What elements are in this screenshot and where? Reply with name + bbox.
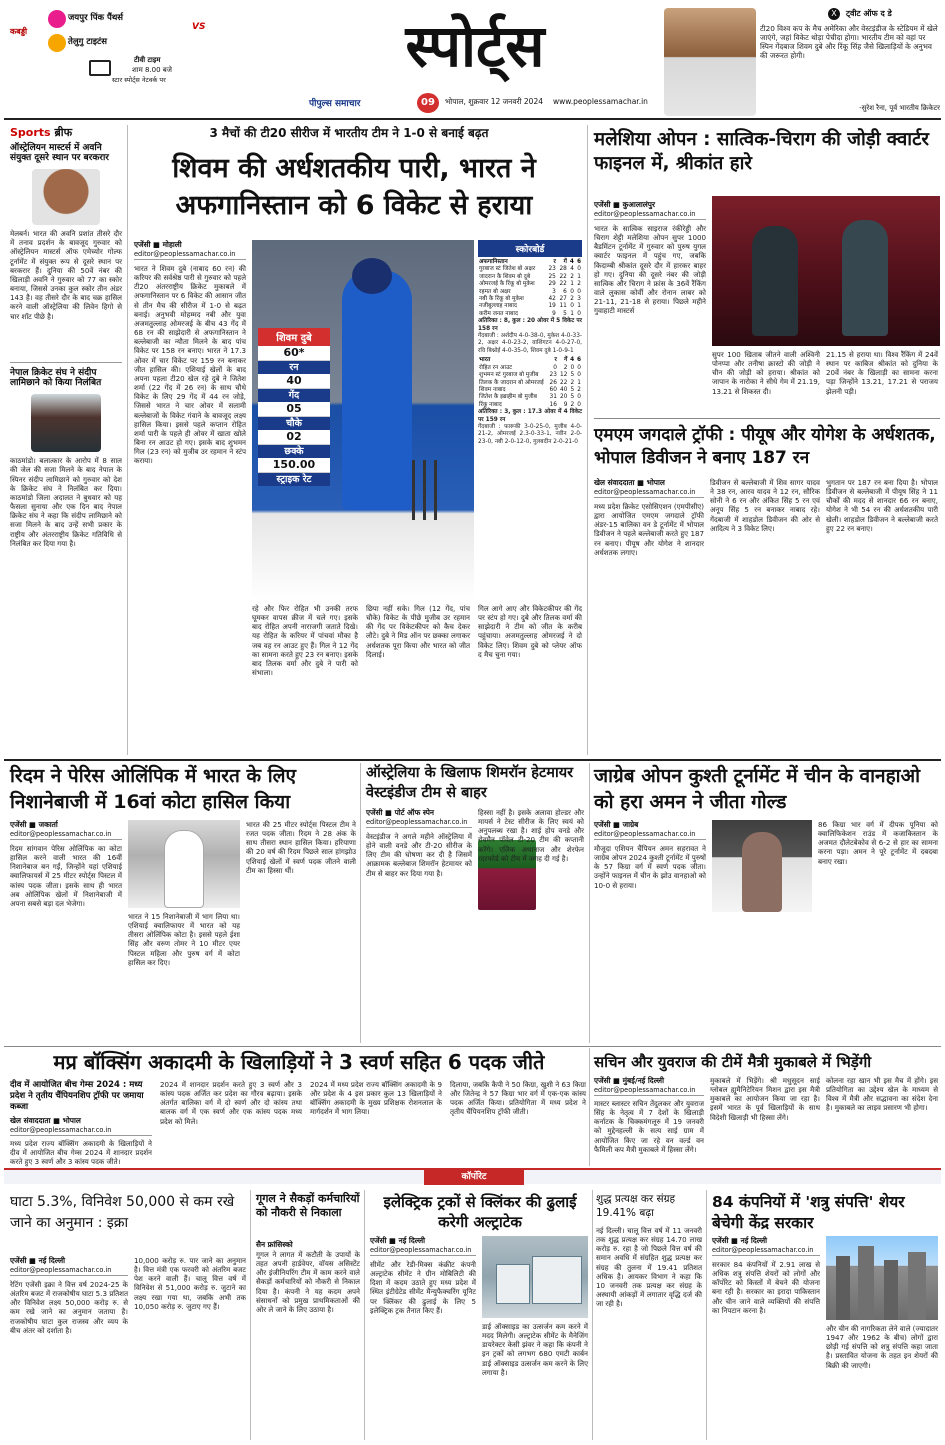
trucks-headline: इलेक्ट्रिक ट्रकों से क्लिंकर की ढुलाई करेगी अल्ट्राटेक (383, 1193, 577, 1231)
scoreboard-batter: शिवम नाबाद (479, 386, 506, 393)
lead-body2: रहे और फिर रोहित भी उनकी तरफ घूमकर वापस क्रीज में चले गए। इसके बाद रोहित अपनी नाराजगी जताते दिखे। यह रोहित के करियर में पांचवां मौका है जब वह रन आउट हुए हैं। गिल ने 12 गेंद का सामना करते हुए 23 रन बनाए। इसके बाद तिलक वर्मा और दुबे ने पारी को संभाला। (252, 604, 358, 678)
google-body1: गूगल ने लागत में कटौती के उपायों के तहत अपनी हार्डवेयर, वॉयस असिस्टेंट और इंजीनियरिंग टीम में काम करने वाले सैकड़ों कर्मचारियों को नौकरी से निकाल दिया है। कंपनी ने यह कदम अपने संसाधनों को प्रमुख प्राथमिकताओं की ओर ले जाने के लिए उठाया है। (256, 1250, 360, 1314)
aman-body1: मौजूदा एशियन चैंपियन अमन सहरावत ने जाग्रेब ओपन 2024 कुश्ती टूर्नामेंट में पुरुषों के 57 किग्रा वर्ग में स्वर्ण पदक जीता। उन्होंने फाइनल में चीन के झोउ वानहाओ को 10-0 से हराया। (594, 844, 706, 890)
ridham-col3 (246, 820, 356, 1042)
aman-col1 (594, 820, 706, 1044)
wrestler-figure (742, 832, 782, 912)
scoreboard-figure: 5 (563, 310, 567, 317)
enemy-col1 (712, 1236, 820, 1440)
kabaddi-box (4, 4, 224, 86)
scoreboard-figure: 2 (570, 273, 574, 280)
enemy-headline: 84 कंपनियों में 'शत्रु संपत्ति' शेयर बेचेगी केंद्र सरकार (712, 1193, 905, 1232)
enemy-body2: और चीन की नागरिकता लेने वाले (ज्यादातर 1947 और 1962 के बीच) लोगों द्वारा छोड़ी गई संपत्ति को शत्रु संपत्ति कहा जाता है। प्रस्तावित योजना के तहत इन शेयरों की बिक्री की जाएगी। (826, 1324, 938, 1370)
malaysia-col3 (826, 350, 938, 412)
enemy-col2 (826, 1324, 938, 1440)
scoreboard-figure: 2 (563, 364, 568, 371)
scoreboard-row (478, 281, 582, 288)
sachin-body3: कोलना रहा खान भी इस मैच में होंगे। इस प्रतियोगिता का उद्देश्य खेल के माध्यम से विश्व में मैत्री और सद्भावना का संदेश देना है। मुकाबले का लाइव प्रसारण भी होगा। (826, 1076, 938, 1113)
icra-col1 (10, 1256, 128, 1440)
tax-headline: शुद्ध प्रत्यक्ष कर संग्रह 19.41% बढ़ा (596, 1193, 676, 1219)
scoreboard-row (478, 365, 582, 372)
scoreboard-figure: 5 (570, 372, 575, 379)
scoreboard-batter: रोहित रन आउट (479, 364, 513, 371)
scoreboard-figure: 1 (577, 303, 581, 310)
tweet-text: टी20 विश्व कप के मैच अमेरिका और वेस्टइंडीज के स्टेडियम में खेले जाएंगे, जहां विकेट थोड़ा पेचीदा होगा। भारतीय टीम को वहां पर स्पिन गेंदबाज शिवम दुबे और रिंकू सिंह जैसे खिलाड़ियों के अनुभव की जरूरत होगी। (760, 24, 938, 60)
scoreboard-batter: जितेश कै इब्राहीम बो मुजीब (479, 394, 537, 401)
boxing-body2: 2024 में शानदार प्रदर्शन करते हुए 3 स्वर्ण और 3 कांस्य पदक अर्जित कर प्रदेश का गौरव बढ़ाया। इसके अंतर्गत बालिका वर्ग में दो स्वर्ण और दो कांस्य तथा बालक वर्ग में एक स्वर्ण और एक कांस्य पदक मध्य प्रदेश को मिले। (160, 1080, 302, 1126)
brief-item2-body: काठमांडो। बलात्कार के आरोप में 8 साल की जेल की सजा मिलने के बाद नेपाल के स्पिनर संदीप लामिछाने को गुरुवार को देश के क्रिकेट संघ ने निलंबित कर दिया। काठमांडो जिला अदालत ने बुधवार को यह फैसला सुनाया और एक दिन बाद नेपाल क्रिकेट संघ ने कहा कि संदीप लामिछाने को सजा मिलने के बाद उन्हें सभी प्रकार के राष्ट्रीय और अंतरराष्ट्रीय क्रिकेट गतिविधि से निलंबित कर दिया गया है। (10, 456, 122, 548)
tweet-author: -सुरेश रैना, पूर्व भारतीय क्रिकेटर (859, 104, 940, 112)
building-3 (884, 1260, 898, 1320)
brief-title-text: ब्रीफ (54, 126, 73, 139)
scoreboard-figure: 4 (570, 266, 574, 273)
scoreboard-figure: 0 (570, 288, 574, 295)
scoreboard-extras2: अतिरिक्त : 3, कुल : 17.3 ओवर में 4 विकेट पर 159 रन (478, 409, 582, 423)
enemy-email: editor@peoplessamachar.co.in (712, 1246, 820, 1256)
tweet-label: ट्वीट ऑफ द डे (846, 9, 892, 18)
scoreboard-header: गें (563, 259, 567, 265)
jagdale-body3: भुगतान पर 187 रन बना दिया है। भोपाल डिवीजन से बल्लेबाजी में पीयूष सिंह ने 11 चौकों की मदद से शानदार 66 रन बनाए, योगेश ने भी 54 रन की अर्धशतकीय पारी खेली। शाहडोल डिवीजन ने बल्लेबाजी करते हुए 22 रन बनाए। (826, 478, 938, 533)
hetmyer-email: editor@peoplessamachar.co.in (366, 818, 472, 828)
jagdale-email: editor@peoplessamachar.co.in (594, 488, 704, 498)
masthead-divider (4, 118, 941, 120)
lead-headline: शिवम की अर्धशतकीय पारी, भारत ने अफगानिस्तान को 6 विकेट से हराया (172, 153, 536, 221)
newspaper-name: पीपुल्स समाचार (309, 99, 361, 109)
scoreboard (478, 240, 582, 605)
player-stat-card (258, 328, 330, 486)
ridham-email: editor@peoplessamachar.co.in (10, 830, 122, 840)
boxing-email: editor@peoplessamachar.co.in (10, 1126, 152, 1136)
icra-byline: एजेंसी ■ नई दिल्ली (10, 1256, 66, 1265)
scoreboard-header: 4 (570, 357, 575, 364)
brief-item1-body: मेलबर्न। भारत की अवनि प्रशांत तीसरे दौर में तनाव प्रदर्शन के बावजूद गुरुवार को ऑस्ट्रेलियन मास्टर्स ऑफ एमेच्योर गोल्फ टूर्नामेंट में संयुक्त रूप से दूसरे स्थान पर बरकरार हैं। दुनिया की 50वें नंबर की खिलाड़ी अवनि ने गुरुवार को 77 का स्कोर बनाया, जिससे उनका कुल स्कोर तीन अंडर 143 है। वह तीसरे दौर के बाद चक्र हासिल करने वाली ऑस्ट्रेलिया की लिवेन हिगो से चार शॉट पीछे है। (10, 229, 122, 321)
boxing-col2 (160, 1080, 302, 1162)
batter-figure (342, 270, 412, 510)
hetmyer-body1: वेस्टइंडीज ने अगले महीने ऑस्ट्रेलिया में होने वाली वनडे और टी-20 सीरीज के लिए टीम की घोषणा कर दी है जिसमें आक्रामक बल्लेबाज शिमरॉन हेटमायर को टीम से बाहर कर दिया गया है। (366, 832, 472, 878)
scoreboard-figure: 1 (570, 281, 574, 288)
building-2 (858, 1246, 874, 1320)
scoreboard-batter: तिलक कै जादरान बो ओमरजई (479, 379, 544, 386)
col-divider-9 (706, 1190, 707, 1440)
scoreboard-figure: 22 (560, 379, 568, 386)
player-stat-name: शिवम दुबे (258, 328, 330, 346)
jagdale-headline: एमएम जगदाले ट्रॉफी : पीयूष और योगेश के अर्धशतक, भोपाल डिवीजन ने बनाए 187 रन (594, 425, 936, 468)
scoreboard-figure: 1 (570, 310, 574, 317)
scoreboard-extras1: अतिरिक्त : 8, कुल : 20 ओवर में 5 विकेट पर 158 रन (478, 318, 582, 332)
boxing-body4: दिलाया, जबकि कैपी ने 50 किग्रा, खुशी ने 63 किग्रा और जितेन्द्र ने 57 किग्रा भार वर्ग में एक-एक कांस्य पदक अर्जित किया। प्रतियोगिता में मध्य प्रदेश ने तृतीय चैंपियनशिप ट्रॉफी जीती। (450, 1080, 586, 1117)
scoreboard-row (478, 402, 582, 409)
scoreboard-row (478, 372, 582, 379)
sachin-col3 (826, 1076, 938, 1164)
sachin-body2: मुकाबले में भिड़ेंगे। श्री मधुसूदन साई ग्लोबल ह्यूमैनिटेरियन मिशन द्वारा इस मैत्री मुकाबले का आयोजन किया जा रहा है। इसमें भारत के पूर्व खिलाड़ियों के साथ विदेशी खिलाड़ी भी हिस्सा लेंगे। (710, 1076, 820, 1122)
aman-col2 (818, 820, 938, 1044)
lead-body1: भारत ने शिवम दुबे (नाबाद 60 रन) की करियर की सर्वश्रेष्ठ पारी से गुरुवार को पहले टी20 अंतरराष्ट्रीय क्रिकेट मुकाबले में अफगानिस्तान पर 6 विकेट की आसान जीत से तीन मैच की सीरीज में 1-0 से बढ़त बनाई। अनुभवी मोहम्मद नबी और युवा अजमतुल्लाह ओमरजई के बीच 43 गेंद में 68 रन की साझेदारी से अफगानिस्तान ने बल्लेबाजी का न्यौता मिलने के बाद पांच विकेट पर 158 रन बनाए। भारत ने 17.3 ओवर में चार विकेट पर 159 रन बनाकर जीत हासिल की। एशियाई खेलों के बाद अपना पहला टी20 खेल रहे दुबे ने जितेश शर्मा (22 गेंद में 26 रन) के साथ चौथे विकेट के लिए 29 गेंद में 44 रन जोड़े, जिससे भारत ने चार ओवर में सलामी बल्लेबाजों के विकेट गंवाने के बावजूद लक्ष्य हासिल किया। इससे पहले कप्तान रोहित शर्मा पारी के पहले ही ओवर में खाता खोले बिना रन आउट हो गए। इसके बाद शुभमन गिल (23 रन) को मुजीब उर रहमान ने स्टंप कराया। (134, 264, 246, 466)
scoreboard-title: स्कोरबोर्ड (478, 240, 582, 257)
stumps-icon (412, 460, 440, 520)
scoreboard-header: र (553, 259, 556, 265)
player-stat-value: 150.00 (258, 458, 330, 473)
ridham-byline: एजेंसी ■ जकार्ता (10, 820, 58, 829)
building-4 (908, 1252, 926, 1320)
boxing-col1 (10, 1080, 152, 1167)
col-divider-3 (360, 763, 361, 1043)
lead-body3: छिपा नहीं सके। गिल (12 गेंद, पांच चौके) विकेट के पीछे मुजीब उर रहमान की गेंद पर विकेटकीपर को कैच देकर लौटे। दुबे ने मिड ऑन पर छक्का लगाकर अर्धशतक पूरा किया और भारत को जीत दिलाई। (366, 604, 470, 659)
scoreboard-figure: 12 (560, 372, 568, 379)
malaysia-byline: एजेंसी ■ कुआलालंपुर (594, 200, 655, 209)
scoreboard-batter: नजीबुल्लाह नाबाद (479, 303, 517, 310)
website: www.peoplessamachar.in (553, 97, 648, 106)
player-stat-value: 60* (258, 346, 330, 361)
jagdale-col1 (594, 478, 704, 756)
scoreboard-figure: 0 (577, 310, 581, 317)
scoreboard-figure: 2 (577, 386, 581, 393)
brief-item2-title: नेपाल क्रिकेट संघ ने संदीप लामिछाने को किया निलंबित (10, 368, 102, 389)
scoreboard-figure: 25 (548, 273, 556, 280)
ridham-col1 (10, 820, 122, 1045)
trucks-byline: एजेंसी ■ नई दिल्ली (370, 1236, 426, 1245)
scoreboard-figure: 22 (559, 281, 567, 288)
player-a (752, 226, 798, 336)
section-divider-2 (4, 1046, 941, 1047)
sachin-col1 (594, 1076, 704, 1164)
team2-name: तेलुगु टाइटंस (68, 37, 108, 47)
corporate-label: कॉर्पोरेट (424, 1169, 524, 1185)
scoreboard-header: 6 (576, 357, 581, 364)
scoreboard-innings2 (478, 357, 582, 409)
malaysia-headline: मलेशिया ओपन : सात्विक-चिराग की जोड़ी क्वार्टर फाइनल में, श्रीकांत हारे (594, 129, 929, 174)
aman-photo (712, 820, 812, 912)
scoreboard-figure: 1 (577, 379, 581, 386)
lead-col1 (134, 240, 246, 760)
google-byline: सैन फ्रांसिस्को (256, 1240, 293, 1249)
scoreboard-figure: 5 (570, 386, 575, 393)
sachin-headline: सचिन और युवराज की टीमें मैत्री मुकाबले में भिड़ेंगी (594, 1053, 872, 1071)
scoreboard-figure: 1 (577, 273, 581, 280)
scoreboard-figure: 40 (560, 386, 568, 393)
player-stat-label: रन (258, 361, 330, 374)
boxing-col4 (450, 1080, 586, 1162)
scoreboard-figure: 42 (548, 296, 556, 303)
brief-title-prefix: Sports (10, 126, 51, 139)
scoreboard-figure: 16 (549, 401, 557, 408)
ridham-col2 (128, 912, 240, 1042)
hetmyer-headline: ऑस्ट्रेलिया के खिलाफ शिमरॉन हेटमायर वेस्टइंडीज टीम से बाहर (366, 765, 574, 801)
scoreboard-figure: 27 (559, 296, 567, 303)
scoreboard-row (478, 289, 582, 296)
scoreboard-header: र (554, 357, 557, 364)
scoreboard-figure: 0 (577, 372, 581, 379)
scoreboard-row (478, 380, 582, 387)
icra-email: editor@peoplessamachar.co.in (10, 1266, 128, 1276)
col-divider-5 (589, 1048, 590, 1166)
col-divider-6 (250, 1190, 251, 1440)
scoreboard-team-name: भारत (479, 357, 491, 364)
scoreboard-figure: 23 (549, 372, 557, 379)
scoreboard-figure: 2 (570, 401, 575, 408)
scoreboard-figure: 20 (560, 394, 568, 401)
sports-brief (10, 125, 122, 760)
player-stat-label: छक्के (258, 445, 330, 458)
scoreboard-bowling1: गेंदबाजी : अर्शदीप 4-0-38-0, मुकेश 4-0-33-2, अक्षर 4-0-23-2, वाशिंगटन 4-0-27-0, रवि बिश्नोई 4-0-35-0, शिवम दुबे 1-0-9-1 (478, 333, 582, 354)
ridham-body3: भारत की 25 मीटर स्पोर्ट्स पिस्टल टीम ने रजत पदक जीता। रिदम ने 28 अंक के साथ तीसरा स्थान हासिल किया। हरियाणा की 20 वर्ष की रिदम पिछले साल हांगझोउ एशियाई खेलों में स्वर्ण पदक जीतने वाली टीम का हिस्सा थीं। (246, 820, 356, 875)
player-b (842, 220, 888, 336)
kabaddi-label: कबड्डी (10, 27, 28, 36)
tax-col (596, 1226, 702, 1440)
scoreboard-figure: 28 (559, 266, 567, 273)
boxing-sub: दीव में आयोजित बीच गेम्स 2024 : मध्य प्रदेश ने तृतीय चैंपियनशिप ट्रॉफी पर जमाया कब्जा (10, 1080, 144, 1112)
scoreboard-row (478, 266, 582, 273)
building-1 (836, 1256, 850, 1320)
scoreboard-row (478, 394, 582, 401)
aman-headline: जाग्रेब ओपन कुश्ती टूर्नामेंट में चीन के वानहाओ को हरा अमन ने जीता गोल्ड (594, 765, 921, 813)
scoreboard-team-name: अफगानिस्तान (479, 259, 508, 265)
malaysia-divider (594, 418, 940, 419)
google-col (256, 1240, 360, 1440)
malaysia-col1 (594, 200, 706, 410)
badminton-photo (712, 196, 940, 346)
scoreboard-figure: 26 (549, 379, 557, 386)
col-divider-7 (364, 1190, 365, 1440)
player-stat-label: चौके (258, 417, 330, 430)
scoreboard-figure: 2 (570, 379, 575, 386)
scoreboard-figure: 2 (577, 281, 581, 288)
jagdale-body1: मध्य प्रदेश क्रिकेट एसोसिएशन (एमपीसीए) द्वारा आयोजित एमएम जगदाले ट्रॉफी अंडर-15 बालिका वन डे टूर्नामेंट में भोपाल डिवीजन ने पहले बल्लेबाजी करते हुए 187 रन बनाए। पीयूष और योगेश ने शानदार अर्धशतक लगाए। (594, 502, 704, 557)
ridham-photo (128, 820, 240, 908)
sandeep-photo (31, 394, 101, 452)
scoreboard-header: गें (564, 357, 568, 364)
jagdale-body2: डिवीजन से बल्लेबाजी में शिव सागर यादव ने 38 रन, आरव यादव ने 12 रन, सौरिक सोनी ने 6 रन और अंकित सिंह 5 रन एवं अनूप सिंह 5 रन बनाकर नाबाद रहे। गेंदबाजी में शाहडोल डिवीजन की ओर से आदित्य ने 3 विकेट लिए। (710, 478, 820, 533)
dateline: भोपाल, शुक्रवार 12 जनवरी 2024 (445, 97, 544, 106)
jagdale-col2 (710, 478, 820, 756)
ridham-headline: रिदम ने पेरिस ओलिंपिक में भारत के लिए निशानेबाजी में 16वां कोटा हासिल किया (10, 765, 297, 813)
boxing-col3 (310, 1080, 442, 1162)
scoreboard-figure: 0 (577, 394, 581, 401)
lead-byline: एजेंसी ■ मोहाली (134, 240, 182, 249)
trucks-col2 (482, 1322, 588, 1440)
icra-body1: रेटिंग एजेंसी इक्रा ने वित्त वर्ष 2024-25 के अंतरिम बजट में राजकोषीय घाटा 5.3 प्रतिशत और विनिवेश लक्ष्य 50,000 करोड़ रु. से कम रखे जाने का अनुमान जताया है। राजकोषीय घाटा कुल राजस्व और व्यय के बीच अंतर को दर्शाता है। (10, 1280, 128, 1335)
scoreboard-figure: 0 (577, 364, 581, 371)
malaysia-body3: 21.15 से हराया था। विश्व रैंकिंग में 24वें स्थान पर काबिज श्रीकांत को दुनिया के 20वें नंबर के खिलाड़ी का सामना करना पड़ा जिन्होंने 13.21, 17.21 से पराजय झेलनी पड़ी। (826, 350, 938, 396)
sachin-col2 (710, 1076, 820, 1164)
scoreboard-figure: 0 (577, 266, 581, 273)
scoreboard-figure: 3 (577, 296, 581, 303)
scoreboard-figure: 29 (548, 281, 556, 288)
team1-name: जयपुर पिंक पैंथर्स (68, 13, 124, 23)
scoreboard-header: 6 (576, 259, 581, 265)
icra-headline: घाटा 5.3%, विनिवेश 50,000 से कम रखे जाने का अनुमान : इक्रा (10, 1194, 235, 1231)
tv-network: स्टार स्पोर्ट्स नेटवर्क पर (112, 76, 166, 84)
boxing-headline: मप्र बॉक्सिंग अकादमी के खिलाड़ियों ने 3 स्वर्ण सहित 6 पदक जीते (53, 1050, 545, 1074)
trucks-email: editor@peoplessamachar.co.in (370, 1246, 476, 1256)
scoreboard-figure: 9 (552, 310, 556, 317)
shooter-figure (164, 830, 204, 908)
enemy-byline: एजेंसी ■ नई दिल्ली (712, 1236, 768, 1245)
scoreboard-figure: 23 (548, 266, 556, 273)
scoreboard-innings1 (478, 259, 582, 318)
vs-badge: VS (192, 22, 206, 32)
hetmyer-col2 (478, 808, 584, 1042)
google-headline: गूगल ने सैकड़ों कर्मचारियों को नौकरी से निकाला (256, 1192, 360, 1219)
scoreboard-header: 4 (569, 259, 574, 265)
aman-email: editor@peoplessamachar.co.in (594, 830, 706, 840)
scoreboard-figure: 11 (559, 303, 567, 310)
boxing-body3: 2024 में मध्य प्रदेश राज्य बॉक्सिंग अकादमी के 9 और प्रदेश के 4 इस प्रकार कुल 13 खिलाड़ियों ने बॉक्सिंग अकादमी के मुख्य प्रशिक्षक रोशनलाल के मार्गदर्शन में भाग लिया। (310, 1080, 442, 1117)
scoreboard-batter: ओमरजई कै रिंकू बो मुकेश (479, 281, 535, 288)
scoreboard-batter: जादरान कै शिवम बो दुबे (479, 273, 531, 280)
lead-col4 (478, 604, 582, 754)
scoreboard-figure: 9 (563, 401, 568, 408)
tv-time-label: टीवी टाइम (134, 56, 161, 64)
trucks-body2: डाई ऑक्साइड का उत्सर्जन कम करने में मदद मिलेगी। अल्ट्राटेक सीमेंट के मैनेजिंग डायरेक्टर केसी झंवर ने कहा कि कंपनी ने इन ट्रकों को लगभग 680 एमटी कार्बन डाई ऑक्साइड उत्सर्जन कम करने के लिए लगाया है। (482, 1322, 588, 1377)
truck-body (532, 1256, 582, 1304)
tweet-box (660, 4, 941, 116)
scoreboard-batter: रिंकू नाबाद (479, 401, 502, 408)
team1-logo (48, 10, 66, 28)
ridham-body2: भारत ने 15 निशानेबाजी में भाग लिया था। एशियाई क्वालिफायर में भारत को यह तीसरा ओलिंपिक कोटा है। इससे पहले ईशा सिंह और वरुण तोमर ने 10 मीटर एयर पिस्टल महिला और पुरुष वर्ग में कोटा हासिल कर दिए। (128, 912, 240, 967)
player-stat-value: 40 (258, 374, 330, 389)
brief-title (10, 125, 122, 140)
malaysia-body1: भारत के सात्विक साइराज रंकीरेड्डी और चिराग शेट्टी मलेशिया ओपन सुपर 1000 बैडमिंटन टूर्नामेंट में गुरुवार को पुरुष युगल क्वार्टर फाइनल में पहुंच गए, जबकि किदाम्बी श्रीकांत दूसरे दौर में हारकर बाहर हो गए। दुनिया की दूसरे नंबर की जोड़ी सात्विक और चिराग ने फ्रांस के 36वें रैंकिंग वाले लुकास कोर्वी और रोनान लाबर को 21-11, 21-18 से हराया। पिछले महीने गुवाहाटी मास्टर्स (594, 224, 706, 316)
brief-item1-title: ऑस्ट्रेलियन मास्टर्स में अवनि संयुक्त दूसरे स्थान पर बरकरार (10, 143, 109, 164)
scoreboard-batter: रहमत बो अक्षर (479, 288, 511, 295)
x-icon: X (828, 8, 840, 20)
player-stat-value: 02 (258, 430, 330, 445)
raina-photo (664, 8, 756, 116)
trucks-col1 (370, 1236, 476, 1440)
scoreboard-figure: 3 (552, 288, 556, 295)
trucks-body1: सीमेंट और रेडी-मिक्स कंक्रीट कंपनी अल्ट्राटेक सीमेंट ने ग्रीन मोबिलिटी की दिशा में कदम उठाते हुए मध्य प्रदेश में स्थित इंटीग्रेटेड सीमेंट मैन्युफैक्चरिंग यूनिट पर क्लिंकर की ढुलाई के लिए 5 इलेक्ट्रिक ट्रक तैनात किए हैं। (370, 1260, 476, 1315)
aman-byline: एजेंसी ■ जाग्रेब (594, 820, 639, 829)
scoreboard-row (478, 303, 582, 310)
masthead-title: स्पोर्ट्स (405, 12, 545, 80)
scoreboard-bowling2: गेंदबाजी : फारूकी 3-0-25-0, मुजीब 4-0-21-2, ओमरजई 2.3-0-33-1, नवीन 2-0-23-0, नबी 2-0-12-0, गुलबदीन 2-0-21-0 (478, 423, 582, 445)
scoreboard-figure: 0 (577, 401, 581, 408)
icra-col2 (134, 1256, 246, 1440)
scoreboard-batter: शुभमन स्टं गुरबाज बो मुजीब (479, 372, 539, 379)
icra-body2: 10,000 करोड़ रु. पार जाने का अनुमान है। वित्त मंत्री एक फरवरी को अंतरिम बजट पेश करने वाली हैं। चालू वित्त वर्ष में विनिवेश से 51,000 करोड़ रु. जुटाने का लक्ष्य रखा गया था, जबकि अभी तक 10,050 करोड़ रु. जुटाए गए हैं। (134, 1256, 246, 1311)
player-stat-label: स्ट्राइक रेट (258, 473, 330, 486)
helmet-icon (352, 258, 392, 294)
scoreboard-figure: 2 (570, 296, 574, 303)
scoreboard-figure: 22 (559, 273, 567, 280)
player-stat-label: गेंद (258, 389, 330, 402)
scoreboard-batter: नबी कै रिंकू बो मुकेश (479, 296, 524, 303)
match-time: शाम 8.00 बजे (132, 66, 172, 74)
city-photo (826, 1236, 938, 1320)
lead-email: editor@peoplessamachar.co.in (134, 250, 246, 260)
aman-body2: 86 किग्रा भार वर्ग में दीपक पूनिया को क्वालिफिकेशन राउंड में कजाकिस्तान के अजमत दौलेटबेकोव से 6-2 से हार का सामना करना पड़ा। अमन ने पूरे टूर्नामेंट में दबदबा बनाए रखा। (818, 820, 938, 866)
col-divider-1 (127, 125, 128, 755)
malaysia-body2: सुपर 100 खिताब जीतने वाली अश्विनी पोनप्पा और तनीषा क्रास्टो की जोड़ी ने चीन की जोड़ी को हराया। श्रीकांत को जापान के नारोका ने सीधे गेम में 21.19, 13.21 से शिकस्त दी। (712, 350, 820, 396)
enemy-body1: सरकार 84 कंपनियों में 2.91 लाख से अधिक शत्रु संपत्ति शेयरों को लोगों और कॉर्पोरेट को किस्तों में बेचने की योजना बना रही है। सरकार का इरादा पाकिस्तान और चीन जाने वाले व्यक्तियों की संपत्ति का निपटान करना है। (712, 1260, 820, 1315)
scoreboard-figure: 5 (570, 394, 575, 401)
scoreboard-figure: 0 (570, 303, 574, 310)
jagdale-byline: खेल संवाददाता ■ भोपाल (594, 478, 665, 487)
boxing-body1: मध्य प्रदेश राज्य बॉक्सिंग अकादमी के खिलाड़ियों ने दीव में आयोजित बीच गेम्स 2024 में शानदार प्रदर्शन करते हुए 3 स्वर्ण और 3 कांस्य पदक जीते। (10, 1139, 152, 1167)
sachin-body1: मास्टर ब्लास्टर सचिन तेंदुलकर और युवराज सिंह के नेतृत्व में 7 देशों के खिलाड़ी कर्नाटक के चिक्कमंगलूरु में 19 जनवरी को मुद्देनहल्ली के सत्य साई ग्राम में आयोजित किए जा रहे वन वर्ल्ड वन फैमिली कप मैत्री मुकाबले में हिस्सा लेंगे। (594, 1099, 704, 1154)
sachin-email: editor@peoplessamachar.co.in (594, 1086, 704, 1096)
lead-kicker: 3 मैचों की टी20 सीरीज में भारतीय टीम ने 1-0 से बनाई बढ़त (209, 126, 489, 140)
hetmyer-body2: हिस्सा नहीं है। इसके अलावा होल्डर और मायर्स ने टेस्ट सीरीज के लिए स्वयं को अनुपलब्ध रखा है। शाई होप वनडे और रोवमैन पॉवेल टी-20 टीम की कप्तानी करेंगे। एलिक अथानाज और शेरफेन रदरफोर्ड को टीम में जगह दी गई है। (478, 808, 584, 863)
team2-logo (48, 34, 66, 52)
col-divider-8 (592, 1190, 593, 1440)
scoreboard-batter: करीम जनत नाबाद (479, 310, 518, 317)
scoreboard-figure: 31 (549, 394, 557, 401)
page-number: 09 (417, 93, 439, 113)
jagdale-col3 (826, 478, 938, 756)
hetmyer-col1 (366, 808, 472, 1042)
boxing-byline: खेल संवाददाता ■ भोपाल (10, 1116, 81, 1125)
col-divider-4 (589, 763, 590, 1043)
scoreboard-batter: गुरबाज स्टं जितेश बो अक्षर (479, 266, 536, 273)
scoreboard-figure: 0 (577, 288, 581, 295)
col-divider-2 (587, 125, 588, 755)
scoreboard-figure: 6 (563, 288, 567, 295)
lead-body4: गिल आगे आए और विकेटकीपर की गेंद पर स्टंप हो गए। दुबे और तिलक वर्मा की साझेदारी ने टीम को जीत के करीब पहुंचाया। अजमतुल्लाह ओमरजई ने दो विकेट लिए। शिवम दुबे को प्लेयर ऑफ द मैच चुना गया। (478, 604, 582, 659)
malaysia-email: editor@peoplessamachar.co.in (594, 210, 706, 220)
tax-body1: नई दिल्ली। चालू वित्त वर्ष में 11 जनवरी तक शुद्ध प्रत्यक्ष कर संग्रह 14.70 लाख करोड़ रु. रहा है जो पिछले वित्त वर्ष की समान अवधि में संग्रहित शुद्ध प्रत्यक्ष कर संग्रह की तुलना में 19.41 प्रतिशत अधिक है। आयकर विभाग ने कहा कि 10 जनवरी तक प्रत्यक्ष कर संग्रह के अस्थायी आंकड़ों में लगातार वृद्धि दर्ज की जा रही है। (596, 1226, 702, 1309)
truck-cab (496, 1264, 530, 1304)
scoreboard-figure: 19 (548, 303, 556, 310)
lead-col2 (252, 604, 358, 754)
malaysia-col2 (712, 350, 820, 412)
masthead-strip (305, 92, 648, 114)
ridham-body1: रिदम सांगवान पेरिस ओलिंपिक का कोटा हासिल करने वाली भारत की 16वीं निशानेबाज बन गईं, जिन्होंने यहां एशियाई क्वालिफायर्स में 25 मीटर स्पोर्ट्स पिस्टल में कांस्य पदक जीता। इसके साथ ही भारत अब ओलिंपिक खेलों में निशानेबाजी में अपना सबसे बड़ा दल भेजेगा। (10, 844, 122, 908)
truck-photo (482, 1236, 588, 1318)
corporate-band (4, 1168, 941, 1184)
scoreboard-figure: 0 (570, 364, 575, 371)
lead-col3 (366, 604, 470, 754)
avani-photo (32, 169, 100, 225)
scoreboard-figure: 60 (549, 386, 557, 393)
tv-icon (89, 60, 111, 76)
section-divider-1 (4, 759, 941, 761)
scoreboard-figure: 0 (553, 364, 557, 371)
hetmyer-byline: एजेंसी ■ पोर्ट ऑफ स्पेन (366, 808, 435, 817)
player-stat-value: 05 (258, 402, 330, 417)
player-stat-rows (258, 346, 330, 486)
sachin-byline: एजेंसी ■ मुंबई/नई दिल्ली (594, 1076, 664, 1085)
